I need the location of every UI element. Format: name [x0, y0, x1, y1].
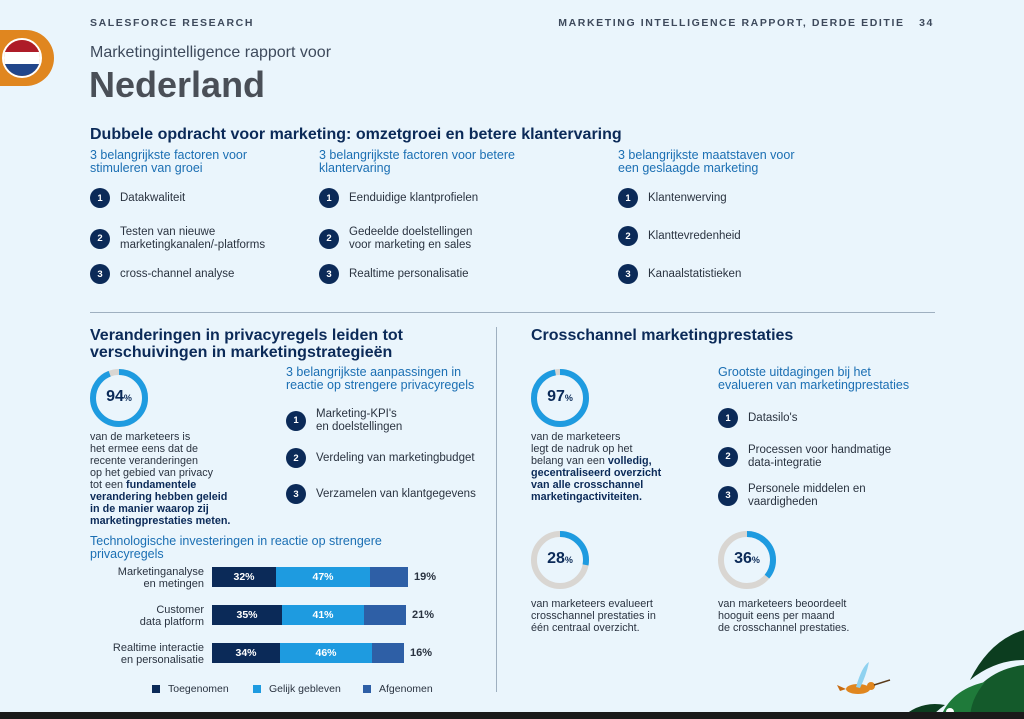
- list-item-text: Realtime personalisatie: [349, 267, 469, 280]
- legend-label: Toegenomen: [168, 683, 229, 695]
- crosschannel-section-title: Crosschannel marketingprestaties: [531, 327, 794, 344]
- number-badge: 3: [90, 264, 110, 284]
- flag-stripe-blue: [4, 64, 40, 76]
- number-badge: 2: [90, 229, 110, 249]
- list-item: [718, 444, 891, 469]
- legend-item: [152, 683, 229, 695]
- list-item-text: Datasilo's: [748, 411, 798, 424]
- number-badge: 1: [90, 188, 110, 208]
- list-item-text: Personele middelen en vaardigheden: [748, 483, 866, 508]
- privacy-adjustments-heading: [286, 366, 474, 392]
- bar-segment-afgenomen: [364, 605, 406, 625]
- challenges-heading: [718, 366, 909, 392]
- hummingbird-icon: [836, 660, 892, 702]
- page-title: Nederland: [89, 64, 266, 105]
- list-item: [90, 226, 265, 251]
- title-line: privacyregels: [90, 547, 164, 561]
- plant-decoration-icon: [900, 620, 1024, 719]
- heading-line: evalueren van marketingprestaties: [718, 378, 910, 392]
- column-divider: [496, 327, 497, 692]
- list-item: [319, 264, 469, 284]
- stat-value: 94%: [106, 388, 132, 405]
- flag-tab: [0, 30, 54, 86]
- bar-segment-toegenomen: 32%: [212, 567, 276, 587]
- list-item-text: Testen van nieuwe marketingkanalen/-platforms: [120, 226, 266, 251]
- list-item: [618, 188, 727, 208]
- number-badge: 3: [286, 484, 306, 504]
- stat-94-text: van de marketeers is het ermee eens dat de recente veranderingen op het gebied van privacy tot een fundamentele verandering hebben geleid in de manier waarop zij marketingprestaties meten.: [90, 431, 231, 527]
- page-number: 34: [919, 17, 934, 29]
- list-item-text: Verdeling van marketingbudget: [316, 451, 475, 464]
- list-item: [718, 408, 798, 428]
- number-badge: 2: [718, 447, 738, 467]
- heading-line: Grootste uitdagingen bij het: [718, 365, 871, 379]
- legend-item: [253, 683, 341, 695]
- flag-stripe-red: [4, 40, 40, 52]
- bar-segment-gelijk-gebleven: 47%: [276, 567, 370, 587]
- growth-factors-heading: [90, 149, 247, 175]
- legend-label: Gelijk gebleven: [269, 683, 341, 695]
- bottom-edge: [0, 712, 1024, 719]
- heading-line: stimuleren van groei: [90, 161, 203, 175]
- header-right: [558, 17, 934, 29]
- section-divider: [90, 312, 935, 313]
- number-badge: 1: [718, 408, 738, 428]
- stat-28-text: van marketeers evalueert crosschannel prestaties in één centraal overzicht.: [531, 598, 656, 634]
- legend-label: Afgenomen: [379, 683, 433, 695]
- stat-value: 36%: [734, 550, 760, 567]
- number-badge: 3: [718, 486, 738, 506]
- heading-line: een geslaagde marketing: [618, 161, 759, 175]
- header-report-title: MARKETING INTELLIGENCE RAPPORT, DERDE EDITIE: [558, 17, 905, 29]
- header-left: SALESFORCE RESEARCH: [90, 17, 254, 29]
- top-section-title: Dubbele opdracht voor marketing: omzetgroei en betere klantervaring: [90, 126, 622, 143]
- list-item-text: Marketing-KPI's en doelstellingen: [316, 408, 403, 433]
- list-item-text: Klantenwerving: [648, 191, 727, 204]
- bar-end-label: 21%: [412, 609, 435, 621]
- title-line: Technologische investeringen in reactie op strengere: [90, 534, 382, 548]
- heading-line: reactie op strengere privacyregels: [286, 378, 475, 392]
- success-metrics-heading: [618, 149, 794, 175]
- number-badge: 1: [319, 188, 339, 208]
- number-badge: 2: [286, 448, 306, 468]
- bar-category-label: Marketinganalyse en metingen: [117, 566, 204, 590]
- legend-swatch: [152, 685, 160, 693]
- bar-end-label: 16%: [410, 647, 433, 659]
- list-item: [319, 226, 472, 251]
- stat-value: 28%: [547, 550, 573, 567]
- title-line: Veranderingen in privacyregels leiden tot: [90, 327, 403, 344]
- number-badge: 3: [319, 264, 339, 284]
- list-item-text: Verzamelen van klantgegevens: [316, 487, 476, 500]
- heading-line: 3 belangrijkste maatstaven voor: [618, 148, 795, 162]
- bar-segment-afgenomen: [372, 643, 404, 663]
- list-item-text: Kanaalstatistieken: [648, 267, 742, 280]
- customer-experience-heading: [319, 149, 515, 175]
- netherlands-flag-icon: [2, 38, 42, 78]
- heading-line: 3 belangrijkste factoren voor: [90, 148, 248, 162]
- bar-segment-gelijk-gebleven: 46%: [280, 643, 372, 663]
- privacy-section-title: [90, 327, 403, 361]
- list-item: [90, 264, 234, 284]
- stat-97-text: van de marketeers legt de nadruk op het belang van een volledig, gecentraliseerd overzicht van alle crosschannel marketingactiviteiten.: [531, 431, 662, 503]
- page-subtitle: Marketingintelligence rapport voor: [90, 44, 332, 61]
- number-badge: 2: [618, 226, 638, 246]
- list-item-text: Klanttevredenheid: [648, 229, 741, 242]
- number-badge: 3: [618, 264, 638, 284]
- bar-end-label: 19%: [414, 571, 437, 583]
- bar-segment-toegenomen: 34%: [212, 643, 280, 663]
- bar-segment-gelijk-gebleven: 41%: [282, 605, 364, 625]
- list-item: [319, 188, 478, 208]
- chart-title: [90, 535, 400, 561]
- legend-swatch: [363, 685, 371, 693]
- heading-line: klantervaring: [319, 161, 391, 175]
- list-item: [90, 188, 185, 208]
- list-item: [286, 448, 475, 468]
- list-item-text: Datakwaliteit: [120, 191, 186, 204]
- list-item: [618, 264, 741, 284]
- number-badge: 1: [286, 411, 306, 431]
- bar-segment-toegenomen: 35%: [212, 605, 282, 625]
- stat-value: 97%: [547, 388, 573, 405]
- title-line: verschuivingen in marketingstrategieën: [90, 344, 393, 361]
- number-badge: 1: [618, 188, 638, 208]
- legend-item: [363, 683, 433, 695]
- flag-stripe-white: [4, 52, 40, 64]
- list-item: [618, 226, 741, 246]
- list-item: [718, 483, 866, 508]
- list-item: [286, 484, 476, 504]
- number-badge: 2: [319, 229, 339, 249]
- list-item-text: Eenduidige klantprofielen: [349, 191, 479, 204]
- stat-36-text: van marketeers beoordeelt hooguit eens per maand de crosschannel prestaties.: [718, 598, 850, 634]
- list-item-text: Processen voor handmatige data-integratie: [748, 444, 892, 469]
- list-item: [286, 408, 402, 433]
- heading-line: 3 belangrijkste factoren voor betere: [319, 148, 515, 162]
- list-item-text: cross-channel analyse: [120, 267, 235, 280]
- bar-segment-afgenomen: [370, 567, 408, 587]
- list-item-text: Gedeelde doelstellingen voor marketing en sales: [349, 226, 473, 251]
- legend-swatch: [253, 685, 261, 693]
- bar-category-label: Realtime interactie en personalisatie: [112, 642, 204, 666]
- bar-category-label: Customer data platform: [139, 604, 204, 628]
- heading-line: 3 belangrijkste aanpassingen in: [286, 365, 462, 379]
